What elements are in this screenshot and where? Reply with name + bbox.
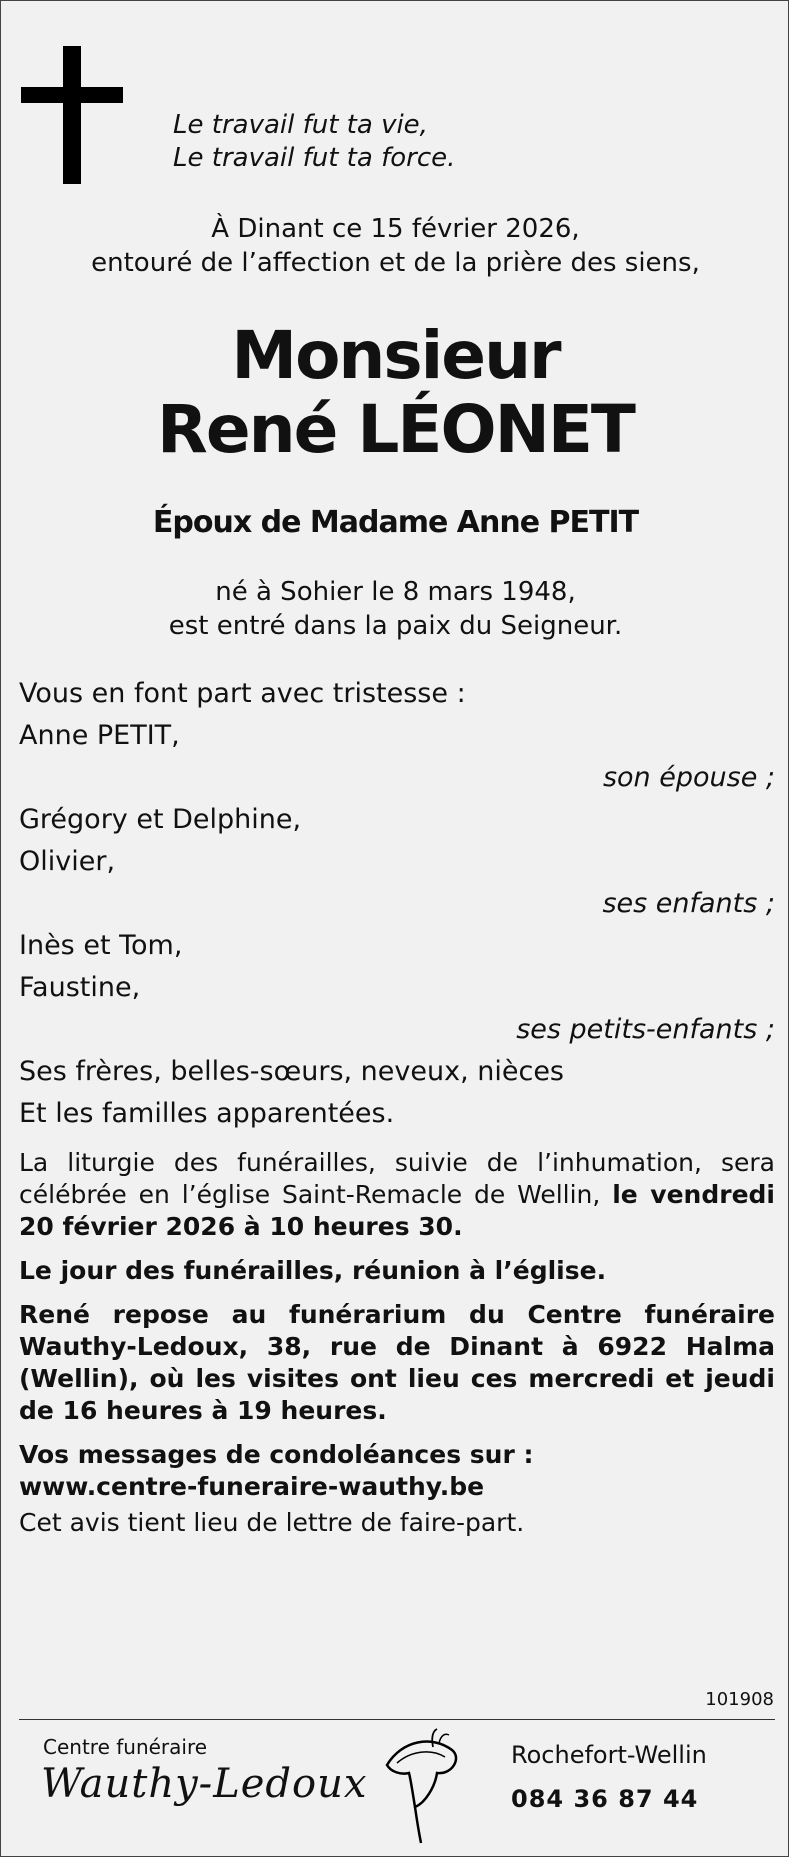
notice-body	[19, 673, 775, 1539]
family-children-role: ses enfants ;	[602, 888, 775, 919]
funeral-liturgy: La liturgie des funérailles, suivie de l’inhumation, sera célébrée en l’église Saint-Remacle de Wellin, le vendredi 20 février 2026 à 10 heures 30.	[19, 1148, 775, 1241]
family-grandchild: Faustine,	[19, 972, 141, 1003]
funeral-visits: René repose au funérarium du Centre funéraire Wauthy-Ledoux, 38, rue de Dinant à 6922 Halma (Wellin), où les visites ont lieu ces mercredi et jeudi de 16 heures à 19 heures.	[19, 1300, 775, 1425]
company-city: Rochefort-Wellin	[511, 1741, 707, 1769]
family-others: Ses frères, belles-sœurs, neveux, nièces	[19, 1056, 564, 1087]
family-grandchild: Inès et Tom,	[19, 930, 183, 961]
family-spouse-role: son épouse ;	[602, 762, 775, 793]
family-child: Grégory et Delphine,	[19, 804, 302, 835]
spouse-line: Époux de Madame Anne PETIT	[152, 505, 639, 540]
deceased-name: Monsieur René LÉONET	[157, 317, 634, 468]
condolences-label: Vos messages de condoléances sur :	[19, 1440, 534, 1469]
family-intro: Vous en font part avec tristesse :	[19, 678, 466, 709]
divider	[19, 1719, 775, 1720]
death-place-date: À Dinant ce 15 février 2026, entouré de l’affection et de la prière des siens,	[91, 214, 700, 278]
company-name: Wauthy-Ledoux	[41, 1761, 368, 1807]
family-spouse-name: Anne PETIT,	[19, 720, 180, 751]
cross-icon	[1, 1, 131, 191]
funeral-meeting: Le jour des funérailles, réunion à l’église.	[19, 1256, 607, 1285]
birth-info: né à Sohier le 8 mars 1948, est entré dans la paix du Seigneur.	[168, 577, 623, 641]
calla-lily-logo-icon	[377, 1725, 477, 1850]
company-label: Centre funéraire	[43, 1735, 208, 1759]
epitaph-quote: Le travail fut ta vie, Le travail fut ta force.	[173, 110, 456, 173]
reference-number: 101908	[705, 1689, 774, 1710]
family-others: Et les familles apparentées.	[19, 1098, 395, 1129]
condolences-link[interactable]: www.centre-funeraire-wauthy.be	[19, 1472, 485, 1501]
company-phone[interactable]: 084 36 87 44	[511, 1785, 699, 1813]
family-grandchildren-role: ses petits-enfants ;	[516, 1014, 775, 1045]
family-child: Olivier,	[19, 846, 116, 877]
notice-statement: Cet avis tient lieu de lettre de faire-part.	[19, 1508, 525, 1537]
